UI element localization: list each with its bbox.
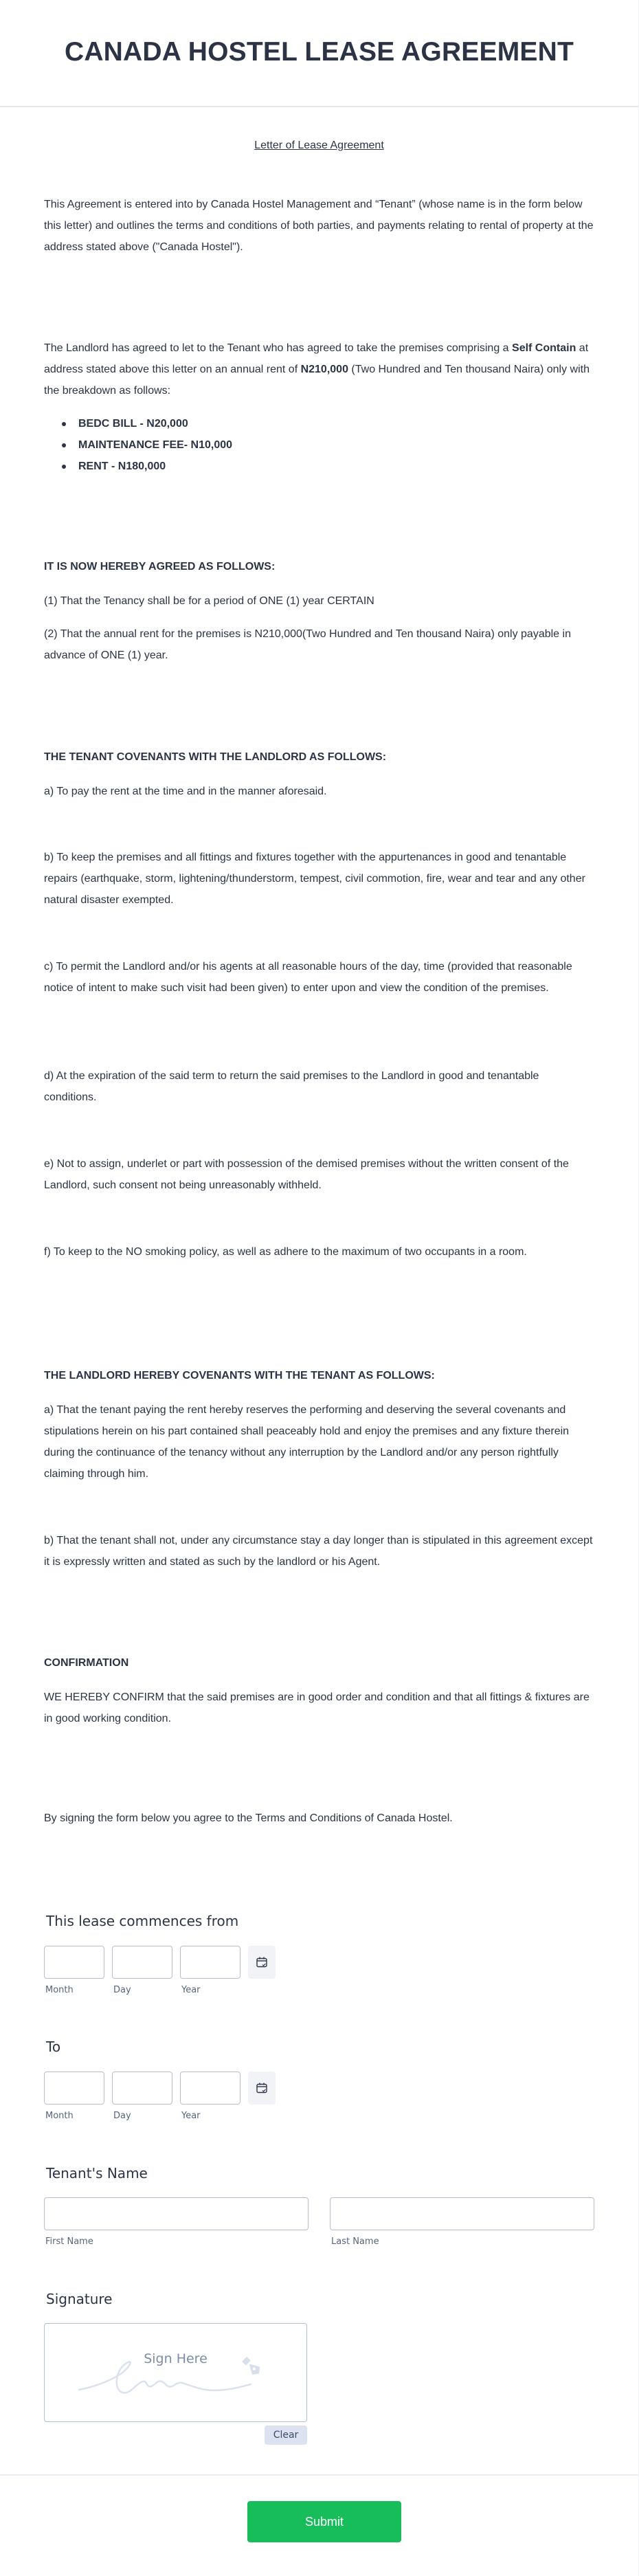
signature-label: Signature xyxy=(46,2291,113,2307)
year-sublabel: Year xyxy=(181,2111,201,2121)
day-sublabel: Day xyxy=(113,2111,131,2121)
tenant-name-label: Tenant's Name xyxy=(46,2165,148,2181)
agreed-item: (2) That the annual rent for the premises is N210,000(Two Hundred and Ten thousand Naira) only payable in advance of ONE (1) year. xyxy=(44,628,571,661)
day-sublabel: Day xyxy=(113,1985,131,1995)
start-month-input[interactable] xyxy=(44,1946,104,1979)
year-sublabel: Year xyxy=(181,1985,201,1995)
tenant-covenant-item: d) At the expiration of the said term to return the said premises to the Landlord in good and tenantable conditions. xyxy=(44,1070,539,1103)
page-title: CANADA HOSTEL LEASE AGREEMENT xyxy=(64,37,574,67)
tenant-covenant-item: f) To keep to the NO smoking policy, as well as adhere to the maximum of two occupants in a room. xyxy=(44,1246,527,1258)
agreement-note: By signing the form below you agree to the Terms and Conditions of Canada Hostel. xyxy=(44,1812,453,1824)
start-date-sublabels xyxy=(45,1985,249,1995)
document-subtitle xyxy=(0,140,638,152)
end-year-input[interactable] xyxy=(180,2072,240,2105)
start-year-input[interactable] xyxy=(180,1946,240,1979)
landlord-text-2: at address stated above this letter on an annual rent of xyxy=(44,342,589,375)
agreed-item: (1) That the Tenancy shall be for a period of ONE (1) year CERTAIN xyxy=(44,595,374,607)
subtitle-text: Letter of Lease Agreement xyxy=(254,140,384,151)
signature-scribble-icon xyxy=(45,2324,308,2423)
confirmation-heading: CONFIRMATION xyxy=(44,1657,129,1669)
breakdown-item: RENT - N180,000 xyxy=(44,456,594,477)
intro-paragraph: This Agreement is entered into by Canada Hostel Management and “Tenant” (whose name is in the form below this letter) and outlines the terms and conditions of both parties, and payments relating to rental of property at the address stated above ("Canada Hostel"). xyxy=(44,199,594,253)
landlord-covenants-heading: THE LANDLORD HEREBY COVENANTS WITH THE TENANT AS FOLLOWS: xyxy=(44,1370,435,1381)
start-date-field xyxy=(44,1946,276,1979)
first-name-sublabel: First Name xyxy=(45,2236,93,2247)
calendar-icon xyxy=(256,2082,268,2094)
last-name-input[interactable] xyxy=(330,2197,594,2230)
last-name-sublabel: Last Name xyxy=(331,2236,379,2247)
breakdown-item: BEDC BILL - N20,000 xyxy=(44,413,594,434)
end-date-label: To xyxy=(46,2039,61,2055)
tenant-covenant-item: e) Not to assign, underlet or part with possession of the demised premises without the written consent of the Landlord, such consent not being unreasonably withheld. xyxy=(44,1158,569,1191)
end-date-calendar-button[interactable] xyxy=(248,2072,276,2105)
form-header xyxy=(0,0,638,107)
confirmation-text: WE HEREBY CONFIRM that the said premises are in good order and condition and that all fittings & fixtures are in good working condition. xyxy=(44,1691,590,1724)
end-month-input[interactable] xyxy=(44,2072,104,2105)
landlord-text-1: The Landlord has agreed to let to the Tenant who has agreed to take the premises comprising a xyxy=(44,342,513,354)
month-sublabel: Month xyxy=(45,2111,74,2121)
start-day-input[interactable] xyxy=(112,1946,172,1979)
signature-pad[interactable] xyxy=(44,2323,307,2422)
start-date-calendar-button[interactable] xyxy=(248,1946,276,1979)
agreed-heading: IT IS NOW HEREBY AGREED AS FOLLOWS: xyxy=(44,561,276,573)
tenant-covenant-item: b) To keep the premises and all fittings and fixtures together with the appurtenances in good and tenantable repairs (earthquake, storm, lightening/thunderstorm, tempest, civil commotion, fire, wear and tear and any other natural disaster exempted. xyxy=(44,852,585,906)
tenant-covenant-item: a) To pay the rent at the time and in the manner aforesaid. xyxy=(44,786,327,797)
end-day-input[interactable] xyxy=(112,2072,172,2105)
end-date-field xyxy=(44,2072,276,2105)
clear-signature-button[interactable]: Clear xyxy=(265,2425,307,2445)
tenant-covenant-item: c) To permit the Landlord and/or his agents at all reasonable hours of the day, time (provided that reasonable notice of intent to make such visit had been given) to enter upon and view the condition of the premises. xyxy=(44,961,572,994)
rent-breakdown-list xyxy=(44,413,594,477)
calendar-icon xyxy=(256,1956,268,1968)
landlord-text-3: (Two Hundred and Ten thousand Naira) only with the breakdown as follows: xyxy=(44,364,590,397)
premises-type: Self Contain xyxy=(512,342,576,354)
annual-rent: N210,000 xyxy=(300,364,348,375)
footer-divider xyxy=(0,2474,638,2476)
first-name-input[interactable] xyxy=(44,2197,309,2230)
breakdown-item: MAINTENANCE FEE- N10,000 xyxy=(44,434,594,456)
landlord-paragraph xyxy=(44,337,594,401)
sign-here-placeholder: Sign Here xyxy=(144,2351,208,2366)
end-date-sublabels xyxy=(45,2111,249,2121)
month-sublabel: Month xyxy=(45,1985,74,1995)
tenant-covenants-heading: THE TENANT COVENANTS WITH THE LANDLORD AS FOLLOWS: xyxy=(44,751,387,763)
landlord-covenant-item: a) That the tenant paying the rent hereby reserves the performing and deserving the several covenants and stipulations herein on his part contained shall peaceably hold and enjoy the premises and any fixture therein during the continuance of the tenancy without any interruption by the Landlord and/or any person rightfully claiming through him. xyxy=(44,1404,570,1480)
landlord-covenant-item: b) That the tenant shall not, under any circumstance stay a day longer than is stipulated in this agreement except it is expressly written and stated as such by the landlord or his Agent. xyxy=(44,1535,593,1568)
submit-button[interactable]: Submit xyxy=(247,2501,401,2542)
start-date-label: This lease commences from xyxy=(46,1913,239,1929)
